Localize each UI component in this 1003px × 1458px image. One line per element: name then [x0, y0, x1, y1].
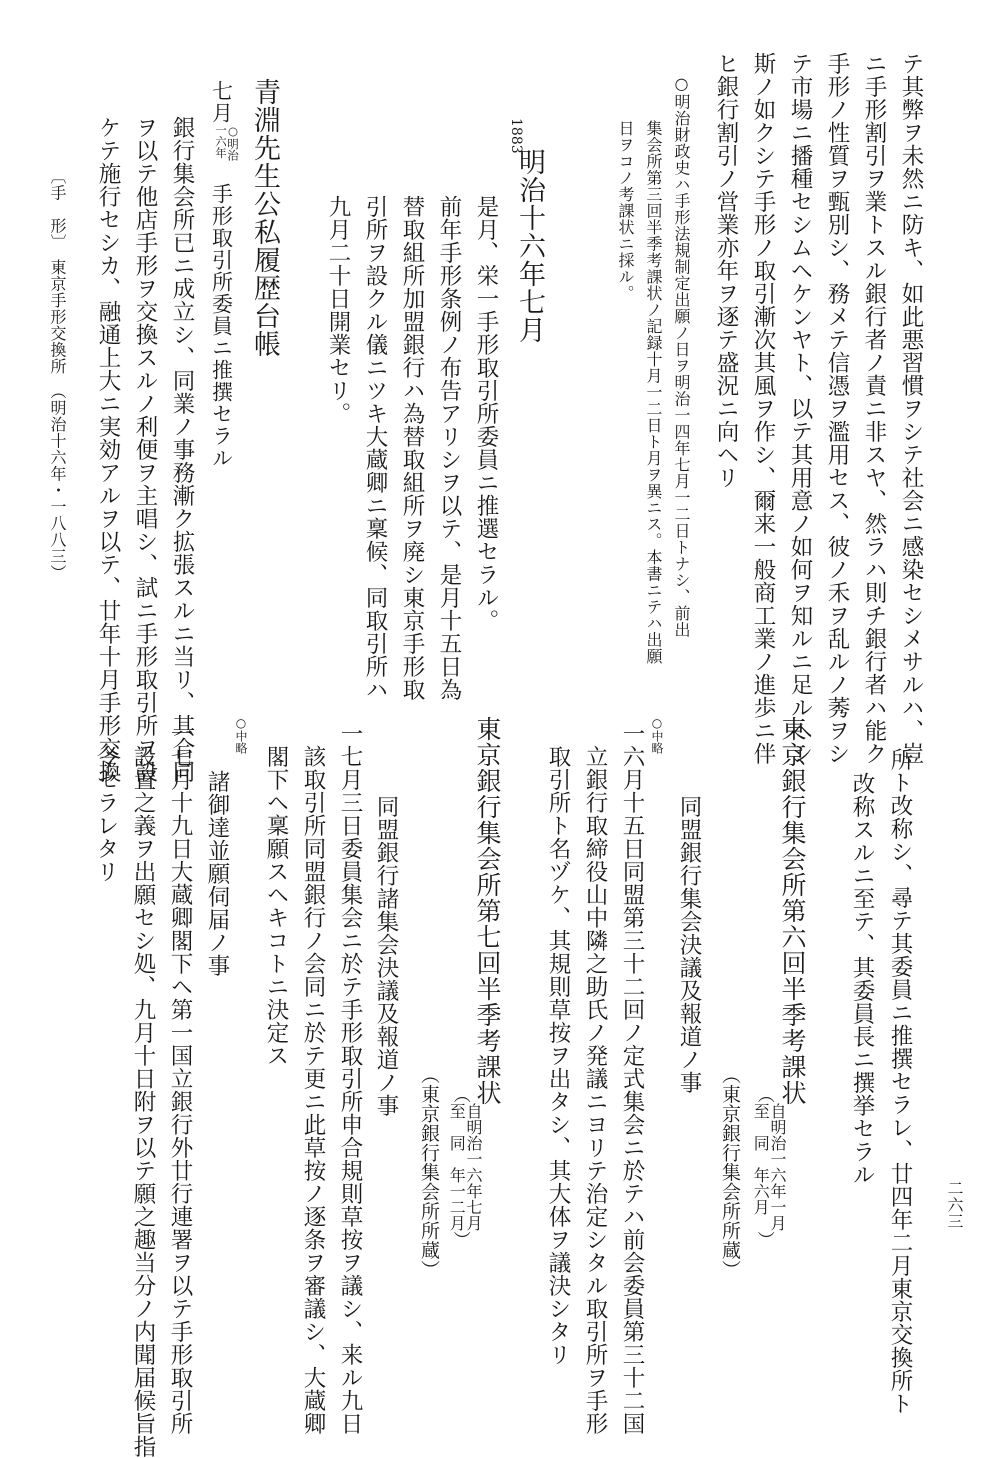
para2-line-2: 前年手形条例ノ布告アリシヲ以テ、是月十五日為: [436, 195, 462, 701]
year-western: 1883: [508, 118, 524, 154]
para-main-line-3: 手形ノ性質ヲ甄別シ、務メテ信憑ヲ濫用セス、彼ノ禾ヲ乱ルノ莠ヲシ: [824, 52, 850, 765]
sec3-line-2: 設置之義ヲ出願セシ処、九月十日附ヲ以テ願之趣当分ノ内聞届候旨指: [130, 745, 156, 1458]
report6-range: （自明治一六年一月 至 同 年六月）: [751, 1086, 787, 1248]
para-main-line-5: 斯ノ如クシテ手形ノ取引漸次其風ヲ作シ、爾来一般商工業ノ進歩ニ伴: [750, 52, 776, 765]
para-main-line-6: ヒ銀行割引ノ営業亦年ヲ逐テ盛況ニ向ヘリ: [713, 52, 739, 489]
sec2-line-2: 該取引所同盟銀行ノ会同ニ於テ更ニ此草按ノ逐条ヲ審議シ、大蔵卿: [300, 745, 326, 1435]
cont-line-1: 所ト改称シ、尋テ其委員ニ推撰セラレ、廿四年二月東京交換所ト: [887, 748, 913, 1415]
source-title: 青淵先生公私履歴台帳: [249, 78, 280, 358]
omit-1: ○中略: [650, 716, 664, 754]
para3-line-1: 銀行集会所已ニ成立シ、同業ノ事務漸ク拡張スルニ当リ、其合同: [169, 116, 195, 783]
sec1-heading: 同盟銀行集会決議及報道ノ事: [676, 795, 702, 1094]
source-date-line: [210, 80, 239, 469]
sec3-line-3: 令セラレタリ: [93, 745, 119, 883]
margin-running-head: 〔手 形〕 東京手形交換所 （明治十六年・一八八三）: [48, 168, 67, 581]
note-line-1: ○明治財政史ハ手形法規制定出願ノ日ヲ明治一四年七月一二日トナシ、前出: [672, 74, 691, 638]
para2-line-3: 替取組所加盟銀行ハ為替取組所ヲ廃シ東京手形取: [399, 195, 425, 701]
note-line-3: 日ヲコノ考課状ニ採ル。: [616, 120, 635, 302]
note-line-2: 集会所第三回半季考課状ノ記録十月一二日ト月ヲ異ニス。本書ニテハ出願: [644, 120, 663, 665]
sec2-heading: 同盟銀行諸集会決議及報道ノ事: [373, 795, 399, 1117]
report7-title: 東京銀行集会所第七回半季考課状: [473, 716, 502, 1106]
page-number: 二六三: [945, 1180, 964, 1230]
source-date-era: ○明治 一六年: [213, 124, 240, 161]
para-main-line-1: テ其弊ヲ未然ニ防キ、如此悪習慣ヲシテ社会ニ感染セシメサルハ、豈: [898, 52, 924, 765]
sec3-line-1: 一七月十九日大蔵卿閣下ヘ第一国立銀行外廿行連署ヲ以テ手形取引所: [167, 722, 193, 1435]
report7-holder: （東京銀行集会所所蔵）: [418, 1065, 440, 1280]
report6-holder: （東京銀行集会所所蔵）: [719, 1065, 741, 1280]
para-main-line-4: テ市場ニ播種セシムヘケンヤト、以テ其用意ノ如何ヲ知ルニ足ルヘシ: [787, 52, 813, 765]
cont-line-2: 改称スルニ至テ、其委員長ニ撰挙セラル: [849, 772, 875, 1186]
omit-2: ○中略: [234, 716, 248, 754]
sec3-heading: 諸御達並願伺届ノ事: [204, 770, 230, 977]
report6-title: 東京銀行集会所第六回半季考課状: [778, 716, 807, 1106]
sec1-line-2: 立銀行取締役山中隣之助氏ノ発議ニヨリテ治定シタル取引所ヲ手形: [582, 745, 608, 1435]
para-main-line-2: ニ手形割引ヲ業トスル銀行者ノ責ニ非スヤ、然ラハ則チ銀行者ハ能ク: [861, 52, 887, 765]
para3-line-2: ヲ以テ他店手形ヲ交換スルノ利便ヲ主唱シ、試ニ手形取引所ヲ設: [132, 116, 158, 783]
sec2-line-3: 閣下ヘ稟願スヘキコトニ決定ス: [263, 745, 289, 1067]
sec1-line-3: 取引所ト名ヅケ、其規則草按ヲ出タシ、其大体ヲ議決シタリ: [545, 745, 571, 1366]
source-date-prefix: 七月: [209, 80, 234, 124]
para2-line-1: 是月、栄一手形取引所委員ニ推選セラル。: [473, 195, 499, 632]
date-heading: 明治十六年七月: [514, 148, 545, 344]
sec1-line-1: 一六月十五日同盟第三十二回ノ定式集会ニ於テハ前会委員第三十二国: [619, 722, 645, 1435]
para2-line-4: 引所ヲ設クル儀ニツキ大蔵卿ニ稟候、同取引所ハ: [362, 195, 388, 701]
para3-line-3: ケテ施行セシカ、融通上大ニ実効アルヲ以テ、廿年十月手形交換: [95, 116, 121, 783]
para2-line-5: 九月二十日開業セリ。: [325, 195, 351, 425]
report7-range: （自明治一六年七月 至 同 年一二月）: [447, 1086, 483, 1248]
source-entry: 手形取引所委員ニ推撰セラル: [209, 183, 234, 469]
sec2-line-1: 一七月三日委員集会ニ於テ手形取引所申合規則草按ヲ議シ、来ル九日: [337, 722, 363, 1435]
